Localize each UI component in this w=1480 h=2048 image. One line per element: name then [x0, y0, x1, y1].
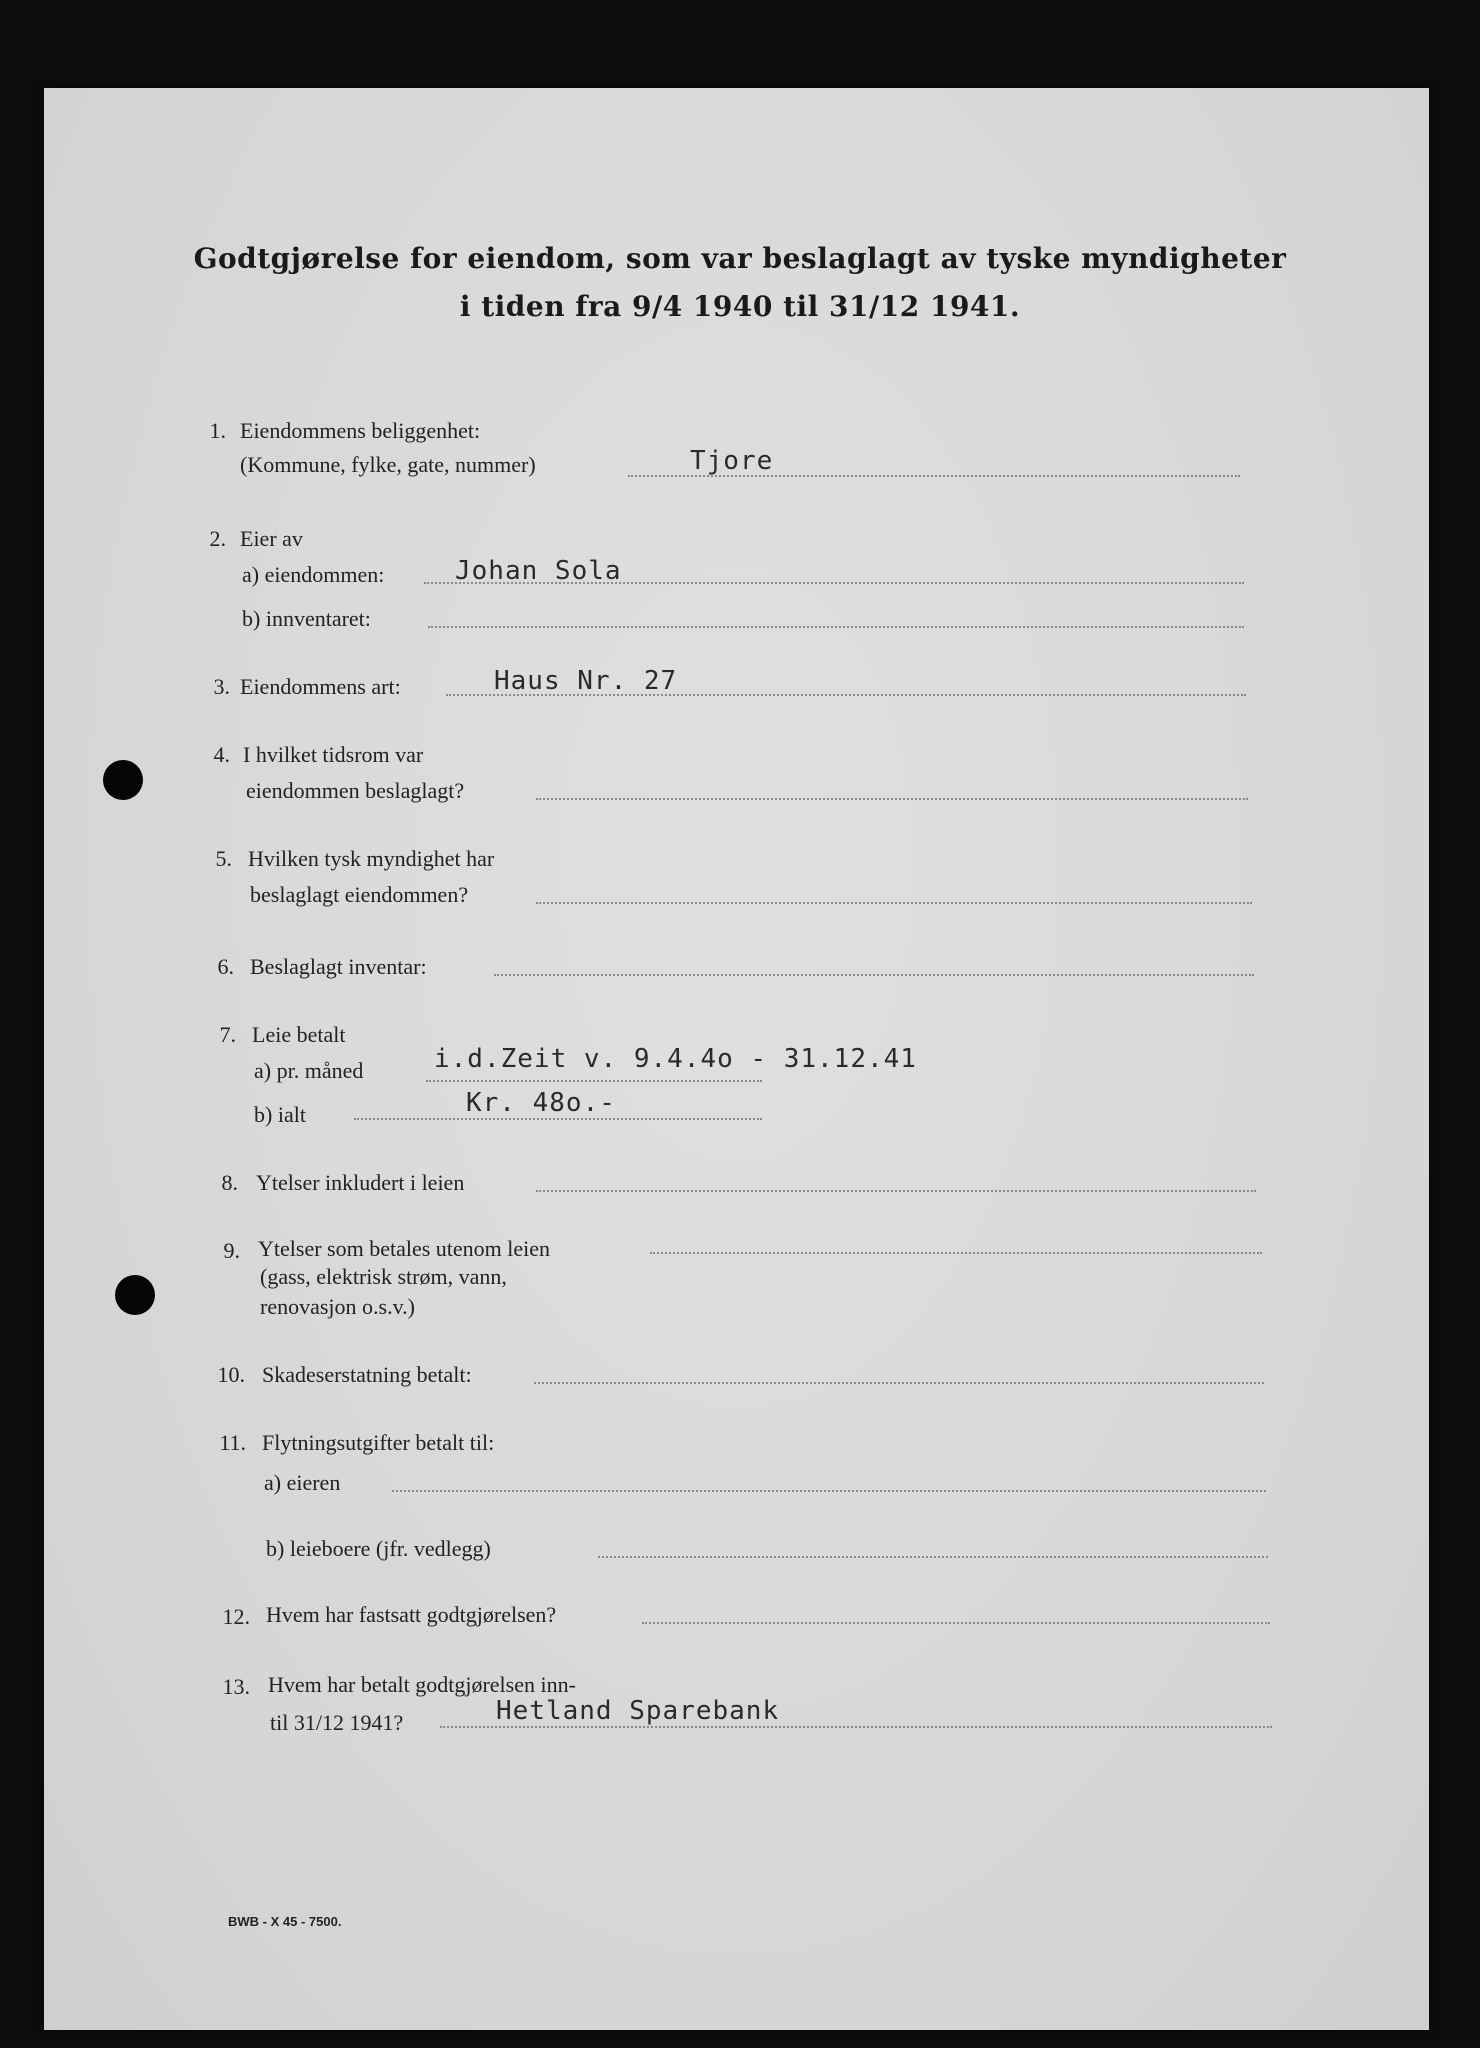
item-number: 11. [219, 1430, 246, 1455]
q13-sublabel: til 31/12 1941? [270, 1710, 404, 1735]
q3-label: Eiendommens art: [240, 674, 401, 699]
item-number: 1. [209, 418, 226, 443]
q7a-answer-line [426, 1080, 762, 1082]
q2a-label: a) eiendommen: [242, 562, 385, 587]
q6-answer-line [494, 974, 1254, 976]
q1-sublabel: (Kommune, fylke, gate, nummer) [240, 452, 536, 477]
q7b-label: b) ialt [254, 1102, 306, 1127]
q1-label: Eiendommens beliggenhet: [240, 418, 481, 443]
q9-label: Ytelser som betales utenom leien [258, 1236, 551, 1261]
item-number: 10. [217, 1362, 245, 1387]
q9-sublabel-2: renovasjon o.s.v.) [260, 1294, 415, 1319]
q5-sublabel: beslaglagt eiendommen? [250, 882, 469, 907]
q11b-answer-line [598, 1556, 1268, 1558]
q7b-answer-line [354, 1118, 762, 1120]
item-number: 7. [219, 1022, 236, 1047]
q3-answer: Haus Nr. 27 [494, 666, 678, 696]
q2b-answer-line [428, 626, 1244, 628]
q6-label: Beslaglagt inventar: [250, 954, 427, 979]
item-number: 4. [213, 742, 230, 767]
q12-answer-line [642, 1622, 1270, 1624]
q4-label: I hvilket tidsrom var [243, 742, 424, 767]
q5-label: Hvilken tysk myndighet har [248, 846, 495, 871]
punch-hole [103, 760, 143, 800]
item-number: 12. [222, 1604, 250, 1629]
form-title-line-2: i tiden fra 9/4 1940 til 31/12 1941. [459, 290, 1021, 323]
q11-label: Flytningsutgifter betalt til: [262, 1430, 495, 1455]
q4-sublabel: eiendommen beslaglagt? [246, 778, 465, 803]
q8-answer-line [536, 1190, 1256, 1192]
item-number: 13. [222, 1674, 250, 1699]
item-number: 8. [221, 1170, 238, 1195]
form-title-line-1: Godtgjørelse for eiendom, som var beslaglagt av tyske myndigheter [193, 242, 1287, 275]
item-number: 5. [215, 846, 232, 871]
q9-sublabel: (gass, elektrisk strøm, vann, [260, 1264, 507, 1289]
q7a-answer: i.d.Zeit v. 9.4.4o - 31.12.41 [434, 1044, 917, 1074]
printer-code: BWB - X 45 - 7500. [228, 1914, 342, 1929]
q8-label: Ytelser inkludert i leien [256, 1170, 465, 1195]
item-number: 2. [209, 526, 226, 551]
q4-answer-line [536, 798, 1248, 800]
q7a-label: a) pr. måned [254, 1058, 364, 1083]
q5-answer-line [536, 902, 1252, 904]
item-number: 9. [223, 1238, 240, 1263]
q10-label: Skadeserstatning betalt: [262, 1362, 472, 1387]
q13-answer: Hetland Sparebank [496, 1696, 780, 1726]
q12-label: Hvem har fastsatt godtgjørelsen? [266, 1602, 557, 1627]
q13-answer-line [440, 1726, 1272, 1728]
q11a-answer-line [392, 1490, 1266, 1492]
q9-answer-line [650, 1252, 1262, 1254]
q7-label: Leie betalt [252, 1022, 346, 1047]
item-number: 6. [217, 954, 234, 979]
q13-label: Hvem har betalt godtgjørelsen inn- [268, 1672, 576, 1697]
q2a-answer: Johan Sola [455, 556, 622, 586]
q7b-answer: Kr. 48o.- [466, 1088, 616, 1118]
item-number: 3. [213, 674, 230, 699]
q2-label: Eier av [240, 526, 303, 551]
q2b-label: b) innventaret: [242, 606, 371, 631]
punch-hole [115, 1275, 155, 1315]
q1-answer: Tjore [690, 446, 774, 476]
q11a-label: a) eieren [264, 1470, 341, 1495]
q10-answer-line [534, 1382, 1264, 1384]
q11b-label: b) leieboere (jfr. vedlegg) [266, 1536, 491, 1561]
